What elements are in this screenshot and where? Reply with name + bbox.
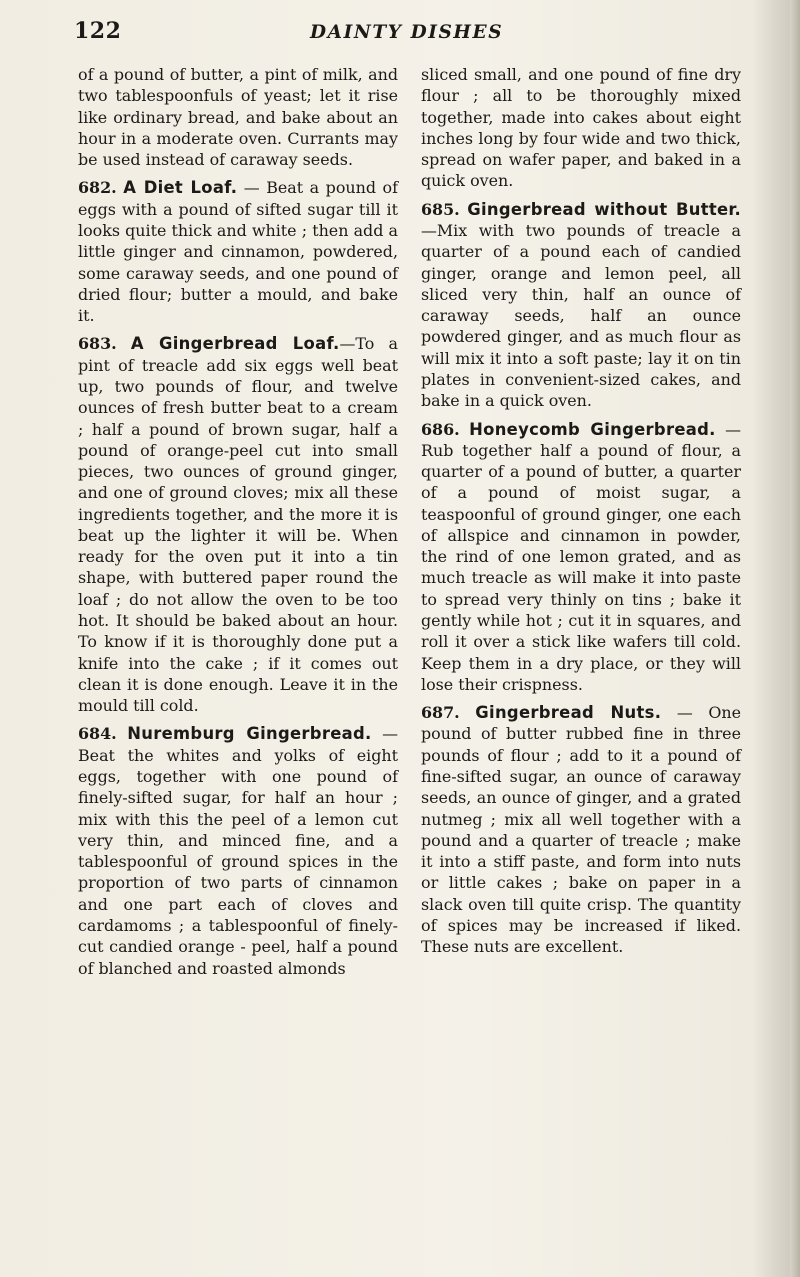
paragraph-text: of a pound of butter, a pint of milk, and two tablespoonfuls of yeast; let it rise like ordinary bread, and bake about an hour in a moderate oven. Currants may be used instead of caraway seeds. [78, 65, 398, 170]
recipe-number: 687. [421, 703, 460, 723]
continuation-paragraph [78, 64, 398, 170]
recipe-title: A Gingerbread Loaf. [130, 334, 340, 354]
recipe-title: Gingerbread Nuts. [475, 703, 662, 723]
recipe-text: — Beat a pound of eggs with a pound of sifted sugar till it looks quite thick and white ; then add a little ginger and cinnamon, powdered, some caraway seeds, and one pound of dried flour; butter a mould, and bake it. [78, 178, 399, 326]
right-column [421, 64, 741, 958]
recipe-number: 684. [78, 724, 117, 744]
recipe-title: Nuremburg Gingerbread. [127, 724, 372, 744]
recipe-682 [78, 177, 398, 326]
recipe-number: 686. [421, 419, 460, 439]
paragraph-text: sliced small, and one pound of fine dry flour ; all to be thoroughly mixed together, made into cakes about eight inches long by four wide and two thick, spread on wafer paper, and baked in a quick oven. [421, 65, 741, 191]
recipe-text: —Mix with two pounds of treacle a quarter of a pound each of candied ginger, orange and lemon peel, all sliced very thin, half an ounce of caraway seeds, half an ounce powdered ginger, and as much flour as will mix it into a soft paste; lay it on tin plates in convenient-sized cakes, and bake in a quick oven. [421, 220, 741, 411]
recipe-text: —Beat the whites and yolks of eight eggs, together with one pound of finely-sifted sugar, for half an hour ; mix with this the peel of a lemon cut very thin, and minced fine, and a tablespoonful of ground spices in the proportion of two parts of cinnamon and one part each of cloves and cardamoms ; a tablespoonful of finely-cut candied orange - peel, half a pound of blanched and roasted almonds [78, 724, 398, 978]
recipe-686 [421, 419, 741, 696]
recipe-title: A Diet Loaf. [123, 178, 238, 198]
page-edge-shadow [790, 0, 800, 1277]
recipe-number: 683. [78, 334, 117, 354]
recipe-text: —To a pint of treacle add six eggs well beat up, two pounds of flour, and twelve ounces of fresh butter beat to a cream ; half a pound of brown sugar, half a pound of orange-peel cut into small pieces, two ounces of ground ginger, and one of ground cloves; mix all these ingredients together, and the more it is beat up the lighter it will be. When ready for the oven put it into a tin shape, with buttered paper round the loaf ; do not allow the oven to be too hot. It should be baked about an hour. To know if it is thoroughly done put a knife into the cake ; if it comes out clean it is done enough. Leave it in the mould till cold. [78, 334, 398, 716]
recipe-687 [421, 702, 741, 957]
recipe-number: 682. [78, 178, 117, 198]
running-title: DAINTY DISHES [310, 22, 504, 43]
page-header [74, 18, 724, 52]
recipe-title: Gingerbread without Butter. [467, 199, 741, 219]
recipe-684 [78, 723, 398, 978]
recipe-number: 685. [421, 199, 460, 219]
left-column [78, 64, 398, 979]
recipe-683 [78, 333, 398, 716]
page-number: 122 [74, 18, 122, 44]
continuation-paragraph [421, 64, 741, 192]
recipe-title: Honeycomb Gingerbread. [469, 419, 716, 439]
recipe-text: —Rub together half a pound of flour, a quarter of a pound of butter, a quarter of a pound of moist sugar, a teaspoonful of ground ginger, one each of allspice and cinnamon in powder, the rind of one lemon grated, and as much treacle as will make it into paste to spread very thinly on tins ; bake it gently while hot ; cut it in squares, and roll it over a stick like wafers till cold. Keep them in a dry place, or they will lose their crispness. [421, 419, 741, 694]
recipe-685 [421, 199, 741, 412]
recipe-text: — One pound of butter rubbed fine in three pounds of flour ; add to it a pound of fine-sifted sugar, an ounce of caraway seeds, an ounce of ginger, and a grated nutmeg ; mix all well together with a pound and a quarter of treacle ; make it into a stiff paste, and form into nuts or little cakes ; bake on paper in a slack oven till quite crisp. The quantity of spices may be increased if liked. These nuts are excellent. [421, 703, 741, 957]
